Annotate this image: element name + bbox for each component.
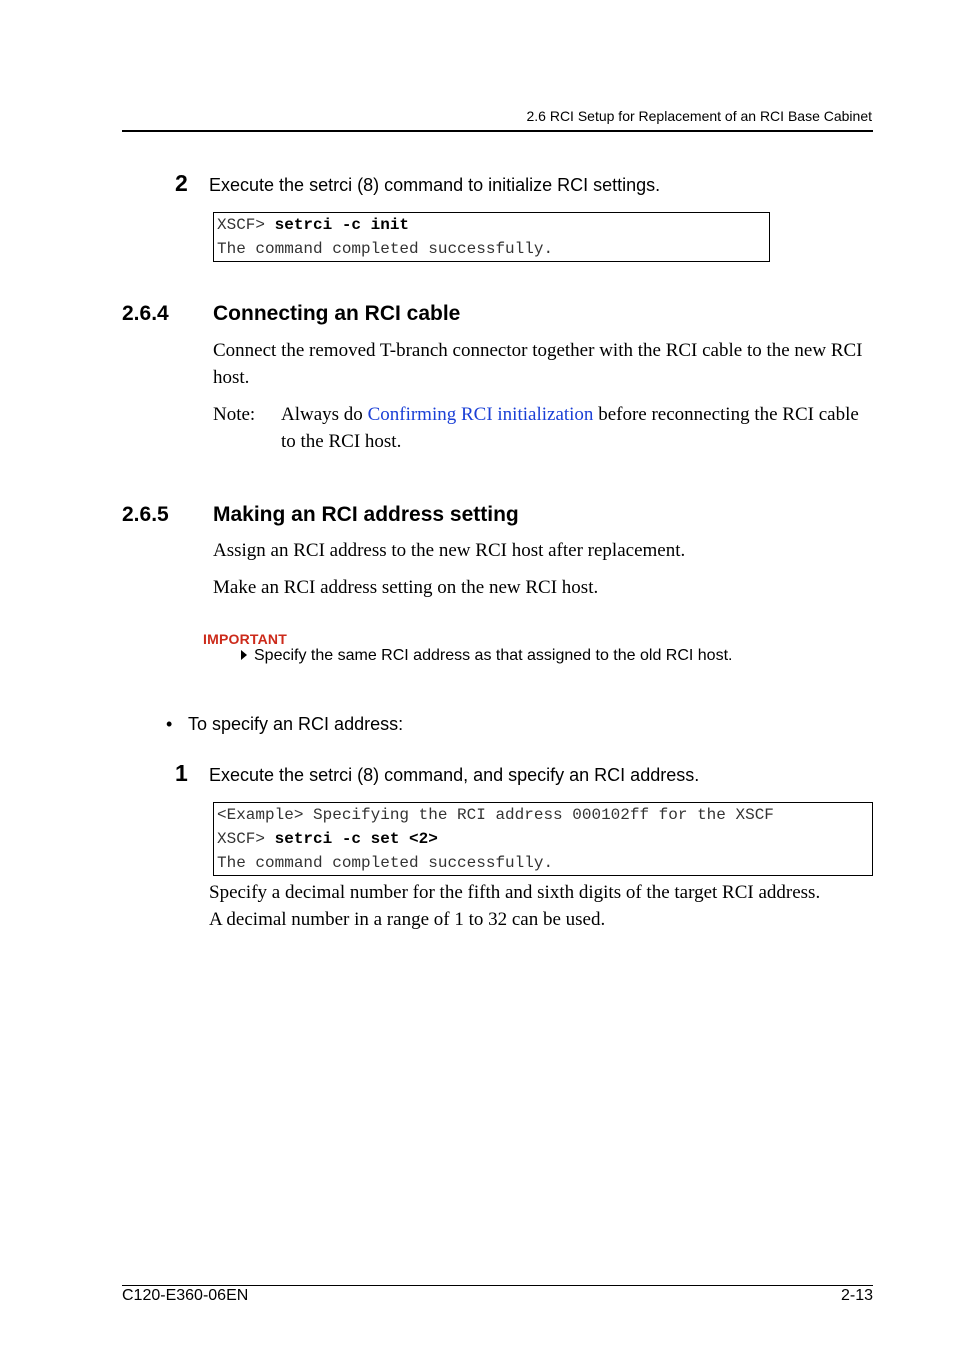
section-para: Make an RCI address setting on the new RCI host.	[213, 577, 599, 598]
footer-doc-id: C120-E360-06EN	[122, 1287, 249, 1304]
confirming-rci-link[interactable]: Confirming RCI initialization	[367, 404, 594, 425]
code-line	[217, 827, 869, 851]
bullet-text: To specify an RCI address:	[188, 714, 404, 734]
code-example: <Example> Specifying the RCI address 000102ff for the XSCF	[217, 806, 774, 824]
section-heading	[122, 302, 622, 328]
step-text: Execute the setrci (8) command to initialize RCI settings.	[209, 175, 661, 195]
code-prompt: XSCF>	[217, 216, 275, 234]
code-command: setrci -c set <2>	[274, 830, 438, 848]
code-line	[217, 213, 766, 237]
footer-rule	[122, 1285, 873, 1286]
code-prompt: XSCF>	[217, 830, 275, 848]
code-block	[213, 802, 873, 876]
note-label: Note:	[213, 404, 256, 425]
section-number: 2.6.4	[122, 302, 169, 325]
step-number: 2	[175, 170, 188, 196]
note-text	[281, 401, 875, 455]
code-output: The command completed successfully.	[217, 240, 554, 258]
step-text: Execute the setrci (8) command, and specify an RCI address.	[209, 765, 700, 785]
section-title: Connecting an RCI cable	[213, 302, 461, 325]
footer-page-number: 2-13	[840, 1287, 873, 1304]
section-title: Making an RCI address setting	[213, 503, 519, 526]
bullet-icon: •	[166, 714, 173, 734]
important-label: IMPORTANT	[203, 631, 287, 647]
code-block	[213, 212, 770, 262]
note-prefix: Always do	[281, 404, 368, 425]
section-number: 2.6.5	[122, 503, 169, 526]
code-output: The command completed successfully.	[217, 854, 554, 872]
section-heading	[122, 503, 622, 529]
step-number: 1	[175, 760, 188, 786]
running-header: 2.6 RCI Setup for Replacement of an RCI Base Cabinet	[526, 108, 872, 124]
header-rule	[122, 130, 873, 132]
section-body: Connect the removed T-branch connector together with the RCI cable to the new RCI host.	[213, 340, 863, 388]
step-explanation: Specify a decimal number for the fifth and sixth digits of the target RCI address.	[209, 882, 821, 903]
code-command: setrci -c init	[274, 216, 410, 234]
triangle-bullet-icon	[241, 650, 247, 660]
section-para: Assign an RCI address to the new RCI host after replacement.	[213, 540, 686, 561]
step-explanation: A decimal number in a range of 1 to 32 can be used.	[209, 909, 606, 930]
note-suffix: before reconnecting the RCI cable to the RCI host.	[281, 404, 859, 452]
important-item	[241, 647, 732, 665]
important-text: Specify the same RCI address as that assigned to the old RCI host.	[254, 647, 733, 664]
